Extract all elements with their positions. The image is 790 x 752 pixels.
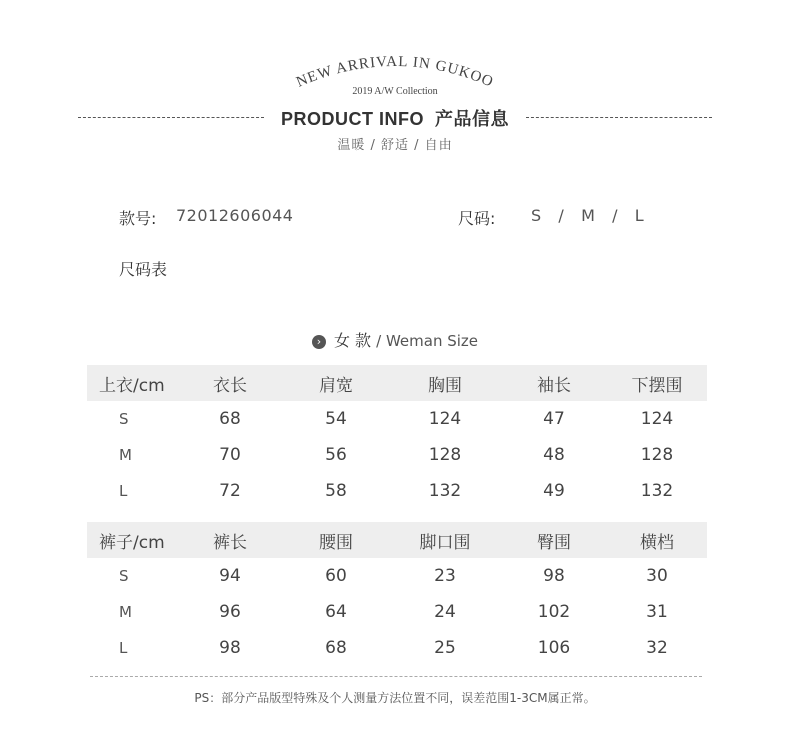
tops-header-cell: 上衣/cm xyxy=(87,365,177,401)
measurement-cell: 106 xyxy=(537,638,571,658)
measurement-cell: 32 xyxy=(646,638,668,658)
arc-text: NEW ARRIVAL IN GUKOO xyxy=(294,53,496,91)
size-cell: L xyxy=(119,639,128,657)
section-title-cn: 女 款 xyxy=(333,331,372,350)
measurement-cell: 60 xyxy=(325,566,347,586)
measurement-cell: 25 xyxy=(434,638,456,658)
measurement-cell: 68 xyxy=(325,638,347,658)
measurement-cell: 132 xyxy=(640,481,674,501)
brand-arc-heading xyxy=(270,40,520,110)
style-number-label: 款号: xyxy=(119,209,157,228)
measurement-cell: 23 xyxy=(434,566,456,586)
section-title xyxy=(0,328,790,351)
measurement-cell: 30 xyxy=(646,566,668,586)
measurement-cell: 54 xyxy=(325,409,347,429)
measurement-cell: 124 xyxy=(428,409,462,429)
measurement-cell: 49 xyxy=(543,481,565,501)
pants-size-table xyxy=(87,522,707,666)
pants-header-cell: 腰围 xyxy=(283,522,389,558)
section-title-en: / Weman Size xyxy=(376,332,479,350)
table-row xyxy=(87,558,707,594)
pants-header-cell: 裤子/cm xyxy=(87,522,177,558)
table-row xyxy=(87,473,707,509)
measurement-cell: 47 xyxy=(543,409,565,429)
size-chart-label: 尺码表 xyxy=(119,260,168,279)
table-row xyxy=(87,594,707,630)
size-cell: L xyxy=(119,482,128,500)
style-number-value: 72012606044 xyxy=(176,206,294,225)
size-cell: M xyxy=(119,446,132,464)
tops-header-cell: 袖长 xyxy=(501,365,607,401)
measurement-cell: 68 xyxy=(219,409,241,429)
table-row xyxy=(87,437,707,473)
footer-divider xyxy=(90,676,702,677)
measurement-cell: 72 xyxy=(219,481,241,501)
measurement-cell: 98 xyxy=(219,638,241,658)
measurement-cell: 128 xyxy=(428,445,462,465)
measurement-cell: 24 xyxy=(434,602,456,622)
measurement-cell: 132 xyxy=(428,481,462,501)
chevron-right-circle-icon: › xyxy=(312,335,326,349)
measurement-cell: 70 xyxy=(219,445,241,465)
measurement-cell: 58 xyxy=(325,481,347,501)
page-title: PRODUCT INFO 产品信息 xyxy=(281,109,509,129)
measurement-cell: 124 xyxy=(640,409,674,429)
size-cell: S xyxy=(119,410,129,428)
pants-header-cell: 脚口围 xyxy=(389,522,501,558)
measurement-cell: 48 xyxy=(543,445,565,465)
size-cell: S xyxy=(119,567,129,585)
pants-header-cell: 横档 xyxy=(607,522,707,558)
pants-header-cell: 臀围 xyxy=(501,522,607,558)
tagline: 温暖 / 舒适 / 自由 xyxy=(337,138,453,153)
measurement-cell: 56 xyxy=(325,445,347,465)
footnote: PS：部分产品版型特殊及个人测量方法位置不同，误差范围1-3CM属正常。 xyxy=(194,691,596,705)
tops-header-cell: 肩宽 xyxy=(283,365,389,401)
measurement-cell: 102 xyxy=(537,602,571,622)
pants-header-cell: 裤长 xyxy=(177,522,283,558)
measurement-cell: 128 xyxy=(640,445,674,465)
measurement-cell: 31 xyxy=(646,602,668,622)
tops-header-row xyxy=(87,365,707,401)
tops-header-cell: 胸围 xyxy=(389,365,501,401)
pants-header-row xyxy=(87,522,707,558)
tops-header-cell: 衣长 xyxy=(177,365,283,401)
tops-size-table xyxy=(87,365,707,509)
collection-label: 2019 A/W Collection xyxy=(352,86,438,97)
measurement-cell: 98 xyxy=(543,566,565,586)
measurement-cell: 96 xyxy=(219,602,241,622)
size-options: S / M / L xyxy=(531,206,645,225)
measurement-cell: 94 xyxy=(219,566,241,586)
size-cell: M xyxy=(119,603,132,621)
table-row xyxy=(87,401,707,437)
table-row xyxy=(87,630,707,666)
measurement-cell: 64 xyxy=(325,602,347,622)
tops-header-cell: 下摆围 xyxy=(607,365,707,401)
size-label: 尺码: xyxy=(458,209,496,228)
